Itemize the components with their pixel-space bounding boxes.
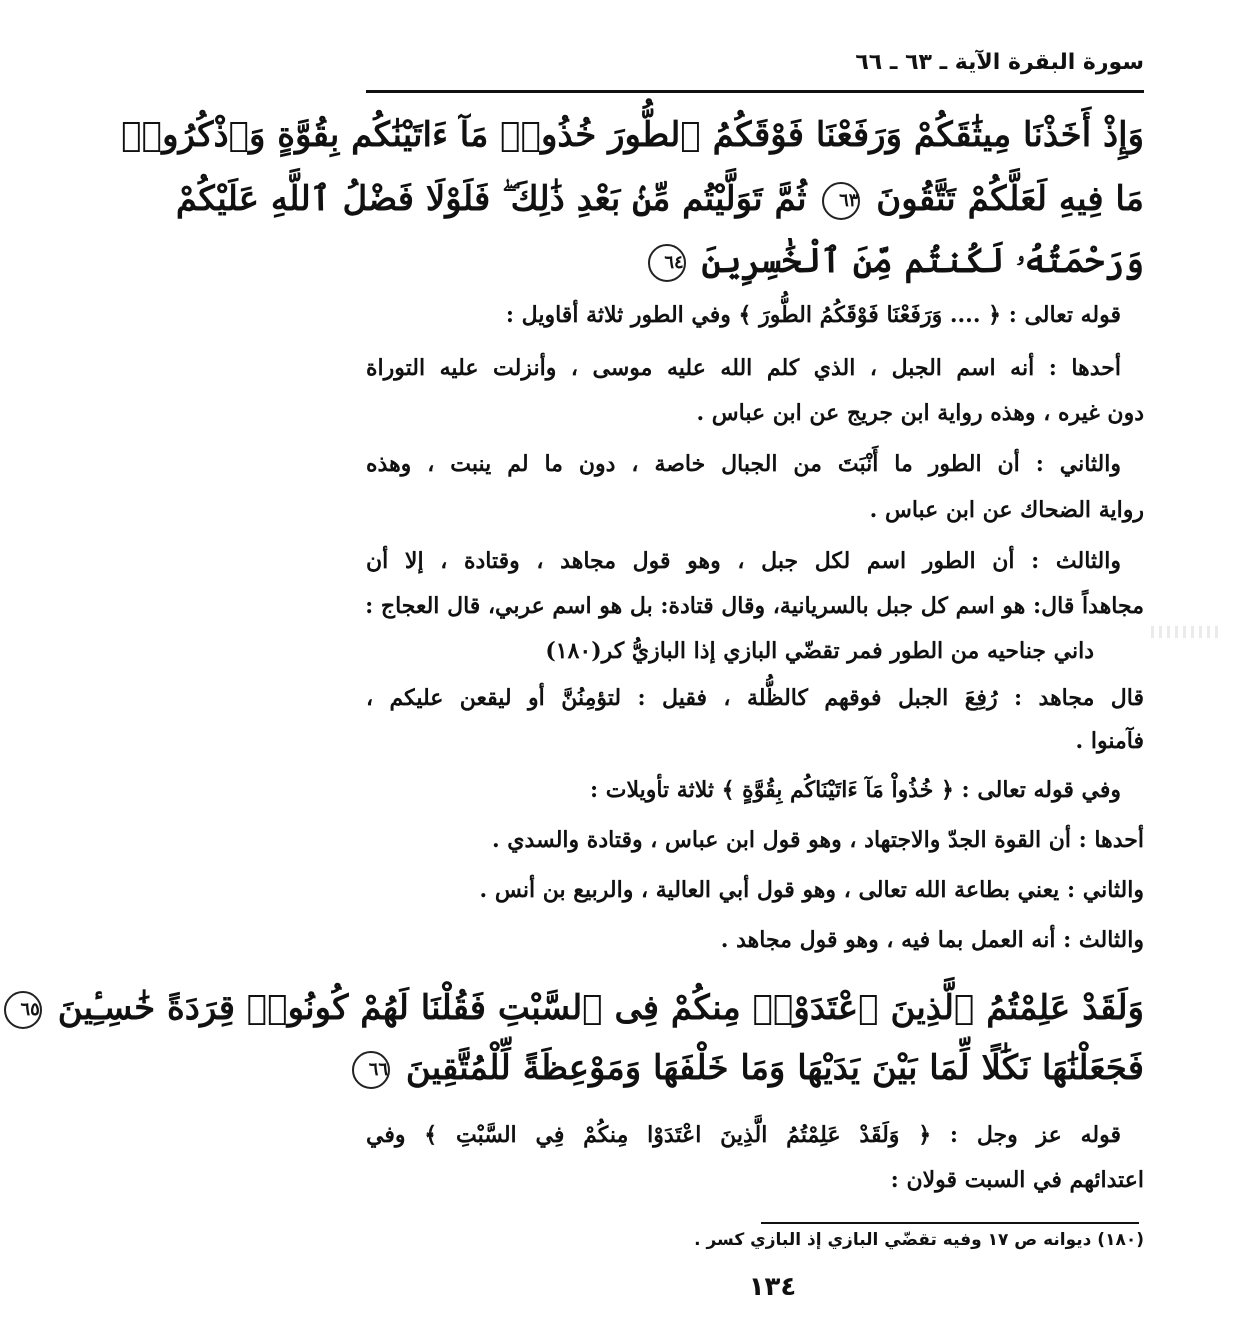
quran-line (366, 1045, 1144, 1091)
paragraph-line: قوله عز وجل : ﴿ وَلَقَدْ عَلِمْتُمُ الَّذِينَ اعْتَدَوْا مِنكُمْ فِي السَّبْتِ ﴾ وفي (366, 1122, 1121, 1148)
poetry-verse: داني جناحيه من الطور فمر تقضّي البازي إذا البازيُّ كر(١٨٠) (545, 638, 1094, 664)
quran-text: ثُمَّ تَوَلَّيْتُم مِّنۢ بَعْدِ ذَٰلِكَ ۖ فَلَوْلَا فَضْلُ ٱللَّهِ عَلَيْكُمْ (175, 179, 807, 219)
header-rule (366, 90, 1144, 93)
quran-text: وَلَقَدْ عَلِمْتُمُ ٱلَّذِينَ ٱعْتَدَوْا۟ مِنكُمْ فِى ٱلسَّبْتِ فَقُلْنَا لَهُمْ كُونُوا۟ قِرَدَةً خَٰسِـِٔينَ (57, 988, 1144, 1028)
paragraph-line: أحدها : أن القوة الجدّ والاجتهاد ، وهو قول ابن عباس ، وقتادة والسدي . (491, 827, 1144, 853)
footnote: (١٨٠) ديوانه ص ١٧ وفيه تقضّي البازي إذ البازي كسر . (694, 1230, 1144, 1250)
paragraph-line: مجاهداً قال: هو اسم كل جبل بالسريانية، وقال قتادة: بل هو اسم عربي، قال العجاج : (365, 593, 1144, 619)
paragraph-line: أحدها : أنه اسم الجبل ، الذي كلم الله عليه موسى ، وأنزلت عليه التوراة (366, 355, 1121, 381)
paragraph-line: والثالث : أن الطور اسم لكل جبل ، وهو قول مجاهد ، وقتادة ، إلا أن (366, 548, 1121, 574)
quran-line: وَإِذْ أَخَذْنَا مِيثَٰقَكُمْ وَرَفَعْنَا فَوْقَكُمُ ٱلطُّورَ خُذُوا۟ مَآ ءَاتَيْنَٰكُم بِقُوَّةٍ وَٱذْكُرُوا۟ (121, 115, 1144, 155)
ayah-number-63: ٦٣ (822, 182, 860, 220)
page-number: ١٣٤ (748, 1272, 797, 1302)
ayah-number-65: ٦٥ (4, 991, 42, 1029)
paragraph-line: رواية الضحاك عن ابن عباس . (869, 497, 1144, 523)
paragraph-line: قال مجاهد : رُفِعَ الجبل فوقهم كالظُّلة ، فقيل : لتؤمِنُنَّ أو ليقعن عليكم ، (366, 685, 1144, 711)
paragraph-line: قوله تعالى : ﴿ .... وَرَفَعْنَا فَوْقَكُمُ الطُّورَ ﴾ وفي الطور ثلاثة أقاويل : (505, 302, 1121, 328)
paragraph-line: دون غيره ، وهذه رواية ابن جريج عن ابن عباس . (696, 400, 1144, 426)
quran-line (20, 985, 1144, 1031)
page-header: سورة البقرة الآية ـ ٦٣ ـ ٦٦ (855, 50, 1144, 75)
quran-line (366, 238, 1144, 284)
quran-text: مَا فِيهِ لَعَلَّكُمْ تَتَّقُونَ (876, 179, 1144, 219)
quran-text: فَجَعَلْنَٰهَا نَكَٰلًا لِّمَا بَيْنَ يَدَيْهَا وَمَا خَلْفَهَا وَمَوْعِظَةً لِّلْمُتَّقِينَ (405, 1048, 1144, 1088)
paragraph-line: وفي قوله تعالى : ﴿ خُذُواْ مَآ ءَاتَيْنَاكُم بِقُوَّةٍ ﴾ ثلاثة تأويلات : (589, 777, 1121, 803)
paragraph-line: والثالث : أنه العمل بما فيه ، وهو قول مجاهد . (720, 927, 1144, 953)
footnote-rule (761, 1222, 1139, 1224)
ayah-number-64: ٦٤ (648, 244, 686, 282)
quran-text: وَرَحْمَتُهُۥ لَكُنتُم مِّنَ ٱلْخَٰسِرِينَ (701, 241, 1144, 281)
paragraph-line: اعتدائهم في السبت قولان : (890, 1167, 1144, 1193)
quran-line (175, 176, 1144, 222)
paragraph-line: والثاني : أن الطور ما أَنْبَتَ من الجبال خاصة ، دون ما لم ينبت ، وهذه (366, 451, 1121, 477)
ayah-number-66: ٦٦ (352, 1051, 390, 1089)
paragraph-line: والثاني : يعني بطاعة الله تعالى ، وهو قول أبي العالية ، والربيع بن أنس . (479, 877, 1144, 903)
paragraph-line: فآمنوا . (1075, 728, 1144, 754)
scan-smudge (1151, 626, 1221, 638)
